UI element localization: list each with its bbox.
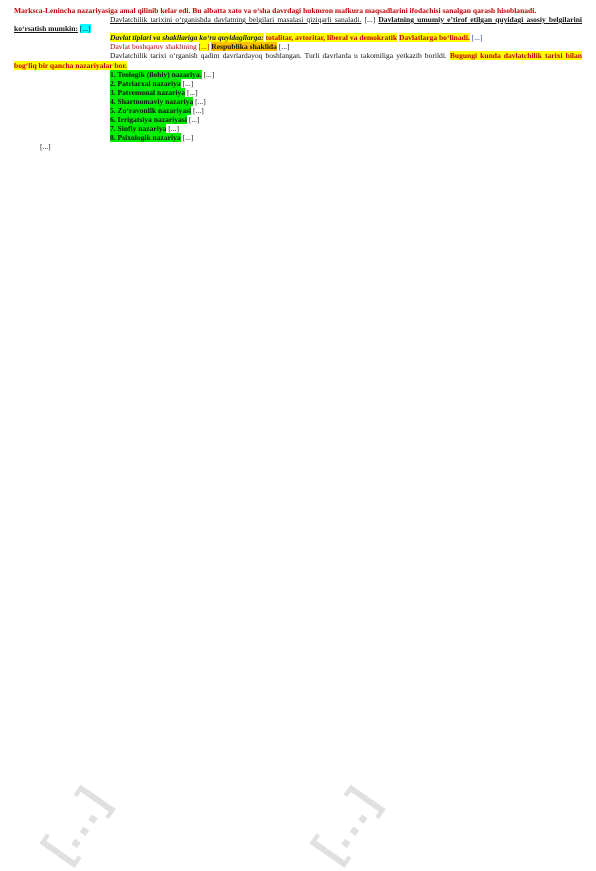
- theory-title: 4. Shartnomaviy nazariya: [110, 96, 194, 106]
- theory-item: [14, 88, 582, 97]
- government-form-body: [...]: [198, 42, 210, 52]
- theory-item: [14, 106, 582, 115]
- theory-item: [14, 124, 582, 133]
- state-types-terms: totalitar, avtoritar, liberal va demokratik: [265, 33, 398, 43]
- state-features-title: Davlatning umumiy e’tirof etilgan quyidagi asosiy belgilarini ko‘rsatish mumkin:: [14, 15, 583, 34]
- paragraph-state-features: [14, 15, 582, 33]
- government-form-republic: Respublika shaklida: [211, 42, 277, 52]
- theory-item: [14, 97, 582, 106]
- page-heading: Marksca-Leninchа nazariyasiga amal qilinib kelar edi. Bu albatta xato va o‘sha davrdagi hukmron mafkura maqsadlarini ifodachisi sanalgan qarash hisoblanadi.: [14, 6, 537, 15]
- state-features-text-b: [...]: [79, 24, 91, 34]
- state-features-intro: Davlatchilik tarixini o‘rganishda davlatning belgilari masalasi qiziqarli sanaladi.: [110, 15, 362, 25]
- theory-body: [...]: [203, 69, 215, 79]
- theory-body: [...]: [187, 87, 198, 97]
- theory-body: [...]: [195, 96, 206, 106]
- theory-item: [14, 70, 582, 79]
- closing-paragraph: [...]: [40, 142, 51, 152]
- paragraph-government-form: [14, 42, 582, 51]
- theory-title: 7. Sinfiy nazariya: [110, 124, 167, 134]
- theory-title: 1. Teologik (ilohiy) nazariya.: [110, 69, 202, 79]
- theory-title: 3. Patremonal nazariya: [110, 87, 186, 97]
- theory-body: [...]: [182, 133, 194, 143]
- history-study-highlight: Bugungi kunda davlatchilik tarixi bilan bog‘liq bir qancha nazariyalar bor.: [14, 51, 582, 70]
- theory-item: [14, 115, 582, 124]
- theory-item: [14, 79, 582, 88]
- state-features-text-a: [...]: [364, 15, 376, 25]
- state-types-body: [...]: [471, 33, 483, 43]
- paragraph-history-study: [14, 51, 582, 69]
- theory-body: [...]: [193, 106, 204, 116]
- state-types-tail: Davlatlarga bo‘linadi.: [398, 33, 470, 43]
- theory-body: [...]: [182, 78, 194, 88]
- theory-title: 6. Irrigatsiya nazariyasi: [110, 115, 187, 125]
- watermark: [...]: [300, 775, 389, 871]
- theory-title: 5. Zo‘ravonlik nazariyasi: [110, 106, 192, 116]
- paragraph-state-types: [14, 33, 582, 42]
- state-types-lead: Davlat tiplari va shakllariga ko‘ra quyidagilarga:: [110, 33, 264, 43]
- theory-title: 2. Patriarxal nazariya: [110, 78, 181, 88]
- theory-body: [...]: [188, 115, 200, 125]
- watermark: [...]: [30, 775, 119, 871]
- theory-item: [14, 133, 582, 142]
- theories-list: [14, 70, 582, 143]
- theory-title: 8. Psixologik nazariya: [110, 133, 181, 143]
- government-form-tail: [...]: [278, 42, 290, 52]
- government-form-lead: Davlat boshqaruv shaklining: [110, 42, 197, 52]
- history-study-text: Davlatchilik tarixi o‘rganish qadim davrlardayoq boshlangan. Turli davrlarda u takomiliga yetkazib borildi.: [110, 51, 447, 61]
- theory-body: [...]: [168, 124, 179, 134]
